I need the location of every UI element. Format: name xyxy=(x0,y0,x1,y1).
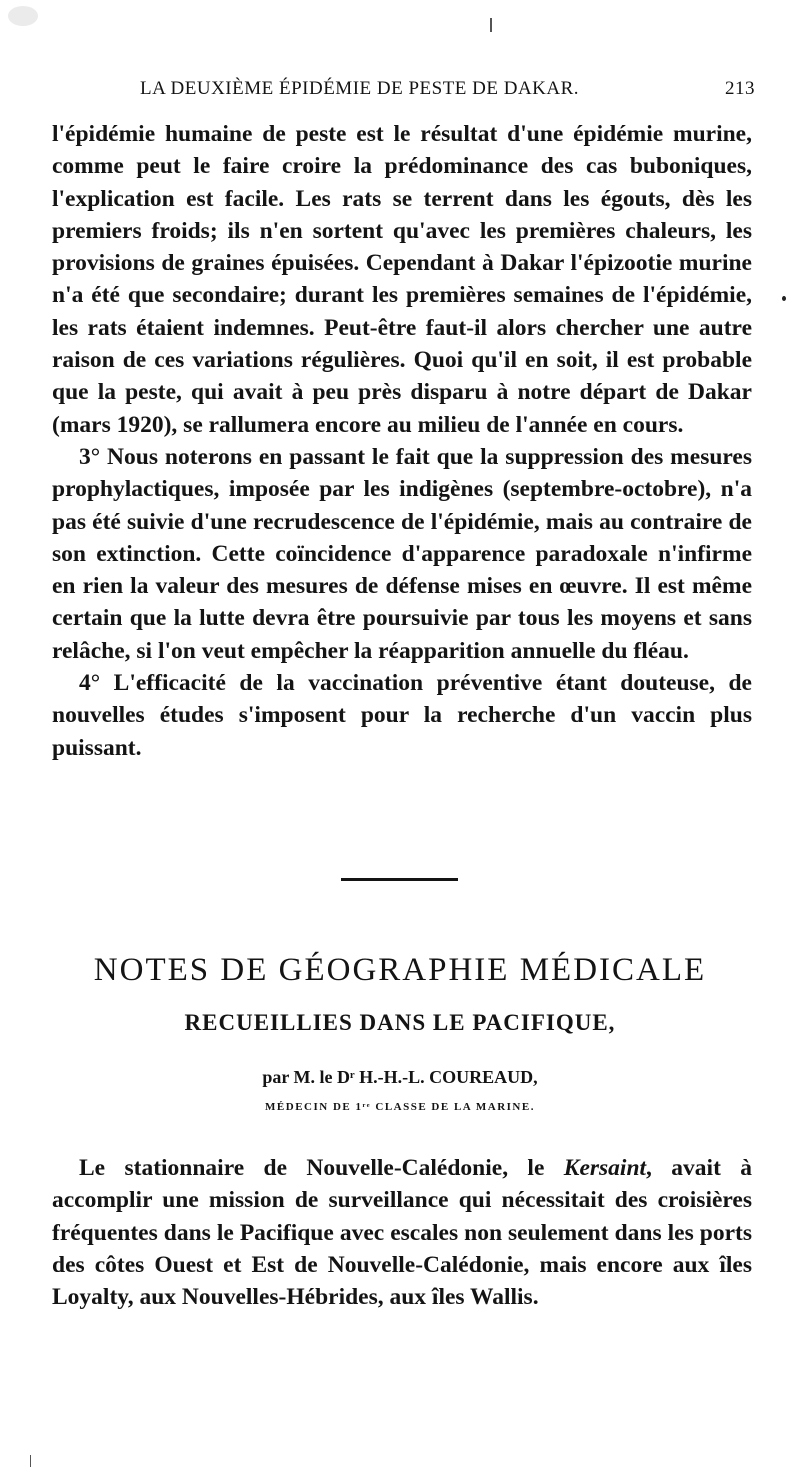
scan-speck xyxy=(490,18,492,32)
intro-text-end: , avait à accomplir une mission de surveillance qui nécessitait des croisières fréquentes dans le Pacifique avec escales non seulement dans les ports des côtes Ouest et Est de Nouvelle-Calédonie, mais encore aux îles Loyalty, aux Nouvelles-Hébrides, aux îles Wallis. xyxy=(52,1155,753,1311)
article-intro-paragraph xyxy=(52,1152,752,1313)
article-subtitle: RECUEILLIES DANS LE PACIFIQUE, xyxy=(184,1010,616,1035)
ship-name: Kersaint xyxy=(563,1155,647,1181)
author-byline: par M. le Dʳ H.-H.-L. COUREAUD, xyxy=(262,1067,538,1087)
running-title: LA DEUXIÈME ÉPIDÉMIE DE PESTE DE DAKAR. xyxy=(140,78,580,99)
section-divider-rule xyxy=(341,878,458,881)
scan-speck xyxy=(8,6,38,26)
author-role: MÉDECIN DE 1ʳᵉ CLASSE DE LA MARINE. xyxy=(265,1101,535,1113)
scan-speck xyxy=(30,1455,31,1467)
article-title: NOTES DE GÉOGRAPHIE MÉDICALE xyxy=(93,952,707,988)
scan-speck xyxy=(782,296,786,301)
paragraph-point-3: 3° Nous noterons en passant le fait que la suppression des mesures prophylactiques, imposée par les indigènes (septembre-octobre), n'a pas été suivie d'une recrudescence de l'épidémie, mais au contraire de son extinction. Cette coïncidence d'apparence paradoxale n'infirme en rien la valeur des mesures de défense mises en œuvre. Il est même certain que la lutte devra être poursuivie par tous les moyens et sans relâche, si l'on veut empêcher la réapparition annuelle du fléau. xyxy=(52,443,752,664)
page-number: 213 xyxy=(725,78,755,99)
paragraph-point-4: 4° L'efficacité de la vaccination préventive étant douteuse, de nouvelles études s'imposent pour la recherche d'un vaccin plus puissant. xyxy=(52,670,752,761)
continued-text xyxy=(52,118,752,764)
paragraph-1: l'épidémie humaine de peste est le résultat d'une épidémie murine, comme peut le faire croire la prédominance des cas buboniques, l'explication est facile. Les rats se terrent dans les égouts, dès les premiers froids; ils n'en sortent qu'avec les premières chaleurs, les provisions de graines épuisées. Cependant à Dakar l'épizootie murine n'a été que secondaire; durant les premières semaines de l'épidémie, les rats étaient indemnes. Peut-être faut-il alors chercher une autre raison de ces variations régulières. Quoi qu'il en soit, il est probable que la peste, qui avait à peu près disparu à notre départ de Dakar (mars 1920), se rallumera encore au milieu de l'année en cours. xyxy=(52,121,752,438)
intro-text-start: Le stationnaire de Nouvelle-Calédonie, le xyxy=(79,1155,564,1181)
article-body xyxy=(52,1152,752,1313)
running-header xyxy=(140,78,755,108)
